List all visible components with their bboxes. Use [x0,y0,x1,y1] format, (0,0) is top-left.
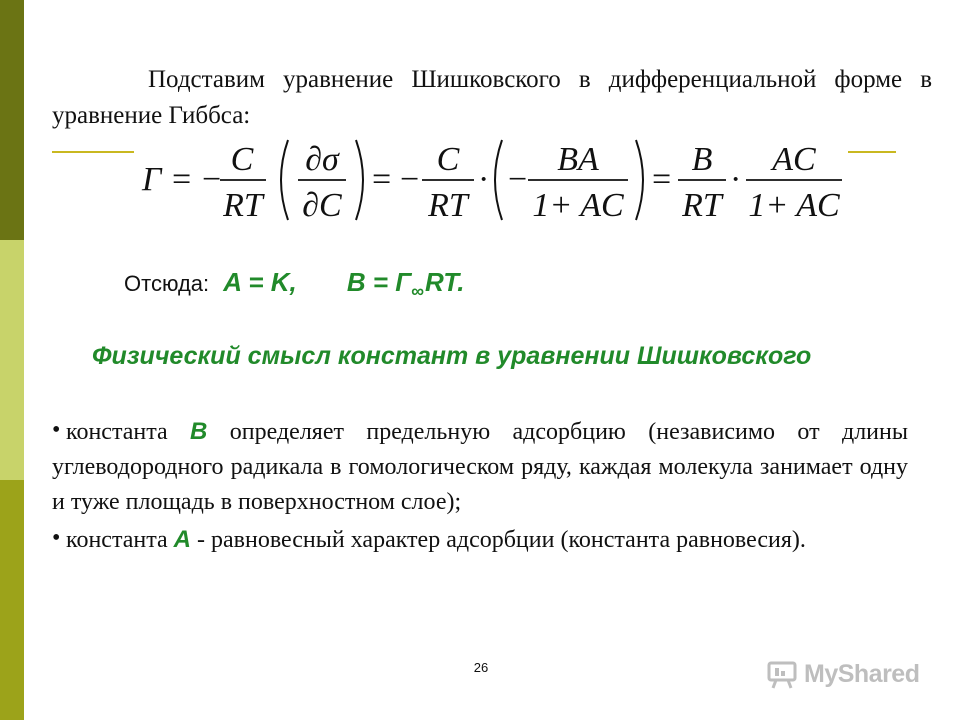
formula-paren-open-2 [495,140,502,220]
decorative-rule-left [52,151,134,153]
formula-den-rt-3: RT [682,187,722,224]
formula-den-1plusac-2: 1+ AC [748,187,840,224]
bullet-item-b [52,414,908,520]
watermark [766,656,919,692]
decorative-rule-right [848,151,896,153]
section-title: Физический смысл констант в уравнении Шишковского [92,342,812,370]
side-bar-bottom [0,480,24,720]
formula-den-rt-1: RT [223,187,263,224]
formula-minus-3: − [508,161,528,198]
therefore-line [124,264,464,309]
bullet-item-a [52,522,908,558]
therefore-label: Отсюда: [124,271,210,296]
bullet-text-before: константа [66,419,191,445]
formula-den-1plusac-1: 1+ AC [532,187,624,224]
formula-paren-close-2 [636,140,643,220]
formula-dot-2: · [730,161,742,198]
page-number: 26 [473,660,489,675]
intro-text: Подставим уравнение Шишковского в дифференциальной форме в уравнение Гиббса: [52,66,932,129]
presentation-board-icon [766,658,798,690]
bullet-list [52,414,908,560]
side-bar-top [0,0,24,240]
formula-eq-3: = [652,161,672,198]
formula-num-ac: AC [772,141,816,178]
formula-dot-1: · [478,161,490,198]
bullet-letter-a: А [173,526,191,553]
bullet-text-before: константа [66,527,174,553]
formula-paren-close-1 [356,140,363,220]
formula-num-c-2: C [436,141,460,178]
bullet-text-after: определяет предельную адсорбцию (независимо от длины углеводородного радикала в гомологическом ряду, каждая молекула занимает одну и туже площадь в поверхностном слое); [52,419,908,515]
constant-b-suffix: RT. [424,267,465,297]
bullet-letter-b: В [190,418,208,445]
formula-eq-2: = [372,161,392,198]
formula-eq-1: = [172,161,192,198]
constant-b-subscript: ∞ [411,281,424,301]
formula-gamma: Γ [142,161,162,198]
formula-num-ba: BA [557,141,599,178]
formula-den-rt-2: RT [428,187,468,224]
formula-minus-2: − [400,161,420,198]
bullet-dot-icon: • [52,417,61,443]
watermark-text: MyShared [804,659,920,688]
formula-den-dc: ∂C [302,187,342,224]
bullet-dot-icon: • [52,525,61,551]
gibbs-shishkovsky-formula [130,128,850,228]
bullet-text-after: - равновесный характер адсорбции (константа равновесия). [191,527,806,553]
formula-paren-open-1 [281,140,288,220]
formula-num-c-1: C [230,141,254,178]
constant-b-prefix: B = Γ [346,267,412,297]
side-bar-middle [0,240,24,480]
formula-num-b: B [691,141,713,178]
constant-a-equation: A = K, [223,267,297,297]
constant-b-equation [346,267,465,301]
formula-num-dsigma: ∂σ [305,141,339,178]
formula-minus-1: − [202,161,222,198]
